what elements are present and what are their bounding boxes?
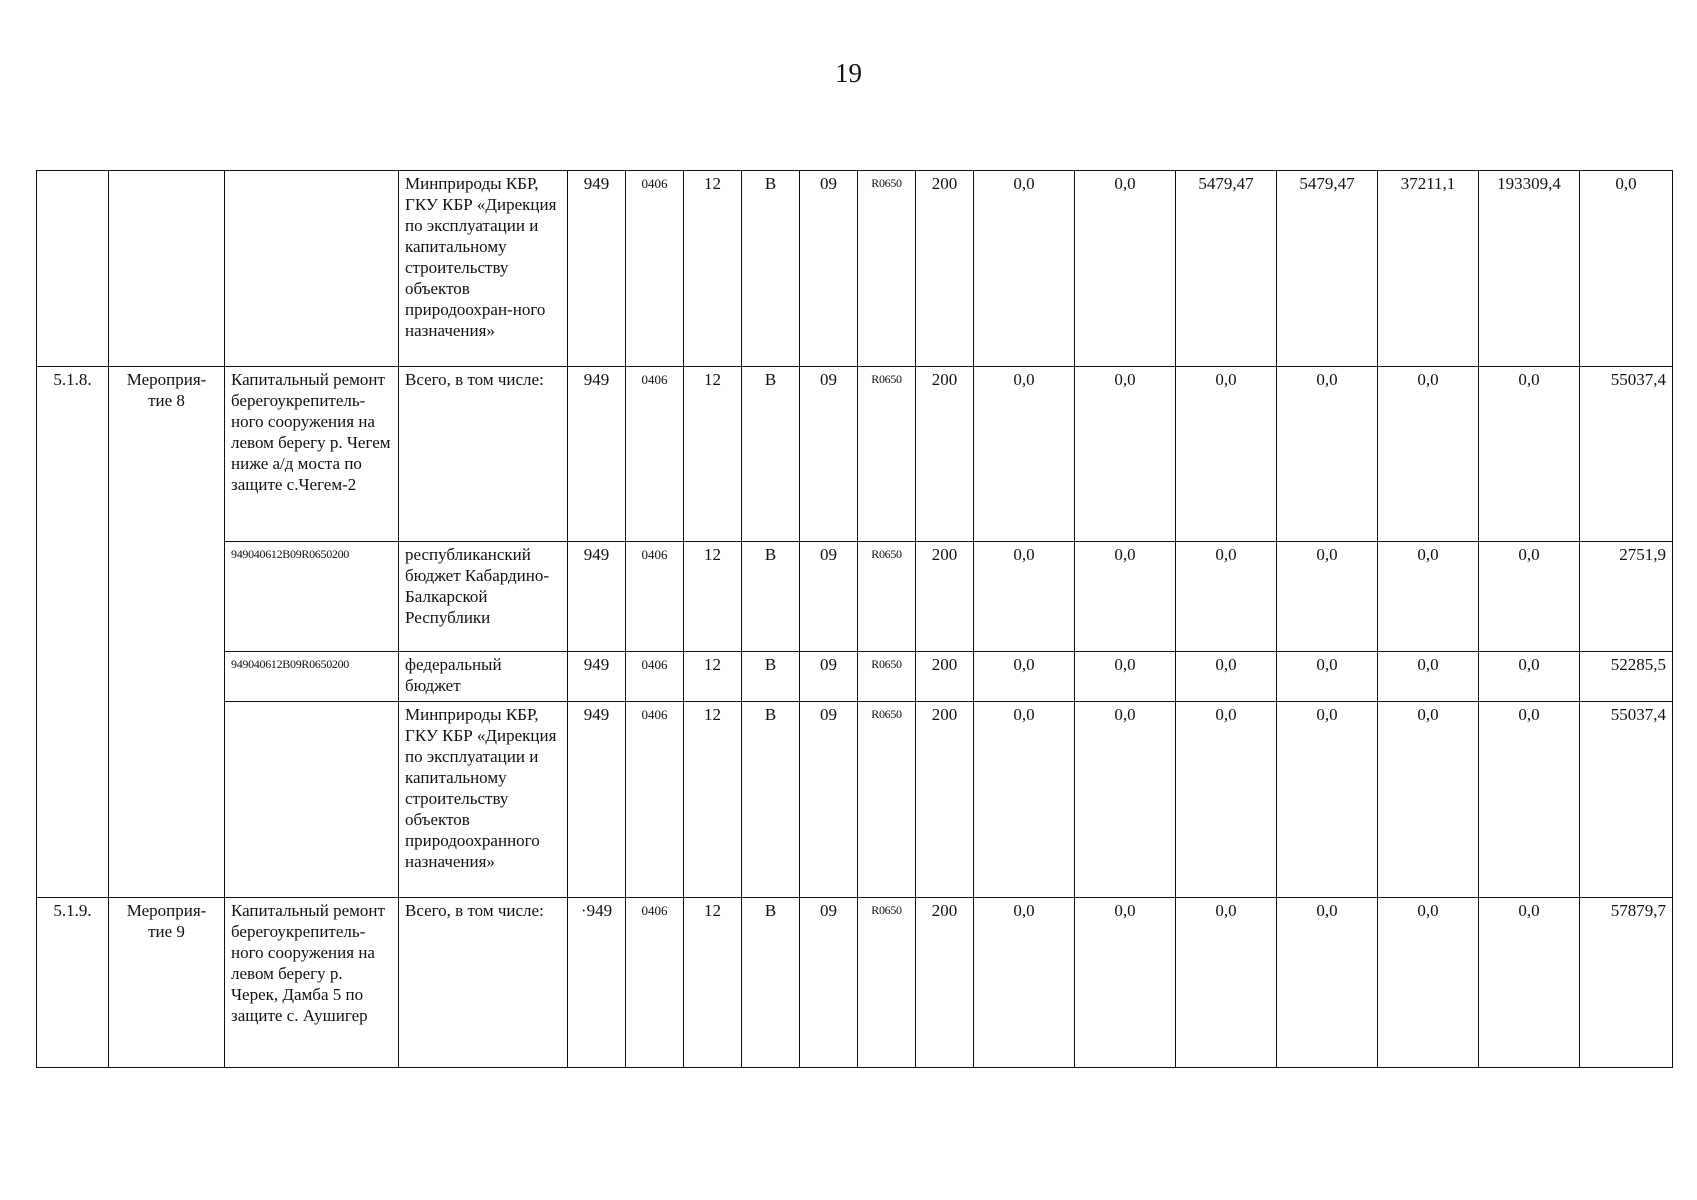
amount-year-5: 0,0: [1378, 898, 1479, 1068]
table-row: [37, 367, 1673, 542]
amount-year-7: 55037,4: [1580, 367, 1673, 542]
table-row: [37, 171, 1673, 367]
amount-year-2: 0,0: [1075, 542, 1176, 652]
vr-code: 200: [916, 702, 974, 898]
funding-source: Всего, в том числе:: [399, 898, 568, 1068]
cs-program-code: 12: [684, 542, 742, 652]
measure-description: Капитальный ремонт берегоукрепитель-ного сооружения на левом берегу р. Черек, Дамба 5 по защите с. Аушигер: [225, 898, 399, 1068]
table-row: [37, 898, 1673, 1068]
rzpr-code: 0406: [626, 542, 684, 652]
amount-year-1: 0,0: [974, 652, 1075, 702]
amount-year-7: 55037,4: [1580, 702, 1673, 898]
amount-year-4: 0,0: [1277, 367, 1378, 542]
page-number: 19: [835, 58, 862, 88]
amount-year-1: 0,0: [974, 171, 1075, 367]
cs-direction-code: R0650: [858, 542, 916, 652]
kbk-code: 949040612В09R0650200: [225, 542, 399, 652]
rzpr-code: 0406: [626, 898, 684, 1068]
cs-program-code: 12: [684, 898, 742, 1068]
measure-name: Мероприя-тие 9: [109, 898, 225, 1068]
cs-event-code: 09: [800, 652, 858, 702]
vr-code: 200: [916, 898, 974, 1068]
amount-year-3: 0,0: [1176, 652, 1277, 702]
amount-year-7: 0,0: [1580, 171, 1673, 367]
table-row: [37, 652, 1673, 702]
grbs-code: 949: [568, 542, 626, 652]
amount-year-6: 0,0: [1479, 367, 1580, 542]
rzpr-code: 0406: [626, 702, 684, 898]
kbk-code: 949040612В09R0650200: [225, 652, 399, 702]
amount-year-6: 193309,4: [1479, 171, 1580, 367]
amount-year-7: 52285,5: [1580, 652, 1673, 702]
budget-table: [36, 170, 1673, 1068]
funding-source: Всего, в том числе:: [399, 367, 568, 542]
vr-code: 200: [916, 652, 974, 702]
vr-code: 200: [916, 171, 974, 367]
cs-program-code: 12: [684, 367, 742, 542]
amount-year-5: 0,0: [1378, 652, 1479, 702]
cs-subprogram-code: В: [742, 652, 800, 702]
grbs-code: 949: [568, 652, 626, 702]
grbs-code: 949: [568, 367, 626, 542]
cs-subprogram-code: В: [742, 702, 800, 898]
measure-description: Капитальный ремонт берегоукрепитель-ного сооружения на левом берегу р. Чегем ниже а/д моста по защите с.Чегем-2: [225, 367, 399, 542]
rzpr-code: 0406: [626, 171, 684, 367]
cs-subprogram-code: В: [742, 367, 800, 542]
amount-year-7: 57879,7: [1580, 898, 1673, 1068]
amount-year-1: 0,0: [974, 542, 1075, 652]
measure-description: [225, 171, 399, 367]
grbs-code: 949: [568, 171, 626, 367]
amount-year-4: 0,0: [1277, 898, 1378, 1068]
cs-program-code: 12: [684, 702, 742, 898]
cs-subprogram-code: В: [742, 171, 800, 367]
amount-year-2: 0,0: [1075, 702, 1176, 898]
cs-direction-code: R0650: [858, 652, 916, 702]
cs-event-code: 09: [800, 542, 858, 652]
cs-program-code: 12: [684, 171, 742, 367]
cs-program-code: 12: [684, 652, 742, 702]
amount-year-3: 0,0: [1176, 898, 1277, 1068]
amount-year-4: 0,0: [1277, 652, 1378, 702]
funding-source: федеральный бюджет: [399, 652, 568, 702]
row-number: [37, 171, 109, 367]
cs-direction-code: R0650: [858, 898, 916, 1068]
amount-year-6: 0,0: [1479, 702, 1580, 898]
amount-year-3: 0,0: [1176, 542, 1277, 652]
amount-year-5: 37211,1: [1378, 171, 1479, 367]
rzpr-code: 0406: [626, 652, 684, 702]
cs-direction-code: R0650: [858, 367, 916, 542]
measure-name: [109, 171, 225, 367]
amount-year-3: 0,0: [1176, 702, 1277, 898]
cs-direction-code: R0650: [858, 171, 916, 367]
cs-subprogram-code: В: [742, 898, 800, 1068]
grbs-code: ·949: [568, 898, 626, 1068]
vr-code: 200: [916, 367, 974, 542]
row-number: 5.1.9.: [37, 898, 109, 1068]
vr-code: 200: [916, 542, 974, 652]
amount-year-6: 0,0: [1479, 898, 1580, 1068]
funding-source: республиканский бюджет Кабардино-Балкарской Республики: [399, 542, 568, 652]
amount-year-2: 0,0: [1075, 367, 1176, 542]
funding-source: Минприроды КБР, ГКУ КБР «Дирекция по эксплуатации и капитальному строительству объектов природоохранного назначения»: [399, 702, 568, 898]
funding-source: Минприроды КБР, ГКУ КБР «Дирекция по эксплуатации и капитальному строительству объектов природоохран-ного назначения»: [399, 171, 568, 367]
table-row: [37, 542, 1673, 652]
cs-direction-code: R0650: [858, 702, 916, 898]
amount-year-7: 2751,9: [1580, 542, 1673, 652]
cs-event-code: 09: [800, 702, 858, 898]
amount-year-5: 0,0: [1378, 367, 1479, 542]
cs-event-code: 09: [800, 367, 858, 542]
amount-year-5: 0,0: [1378, 542, 1479, 652]
amount-year-3: 5479,47: [1176, 171, 1277, 367]
amount-year-5: 0,0: [1378, 702, 1479, 898]
kbk-code: [225, 702, 399, 898]
rzpr-code: 0406: [626, 367, 684, 542]
amount-year-1: 0,0: [974, 702, 1075, 898]
amount-year-2: 0,0: [1075, 898, 1176, 1068]
table-row: [37, 702, 1673, 898]
row-number: 5.1.8.: [37, 367, 109, 898]
amount-year-3: 0,0: [1176, 367, 1277, 542]
amount-year-4: 0,0: [1277, 542, 1378, 652]
cs-event-code: 09: [800, 171, 858, 367]
measure-name: Мероприя-тие 8: [109, 367, 225, 898]
amount-year-2: 0,0: [1075, 171, 1176, 367]
amount-year-4: 5479,47: [1277, 171, 1378, 367]
amount-year-1: 0,0: [974, 898, 1075, 1068]
amount-year-4: 0,0: [1277, 702, 1378, 898]
amount-year-6: 0,0: [1479, 652, 1580, 702]
cs-event-code: 09: [800, 898, 858, 1068]
amount-year-2: 0,0: [1075, 652, 1176, 702]
cs-subprogram-code: В: [742, 542, 800, 652]
grbs-code: 949: [568, 702, 626, 898]
amount-year-1: 0,0: [974, 367, 1075, 542]
amount-year-6: 0,0: [1479, 542, 1580, 652]
